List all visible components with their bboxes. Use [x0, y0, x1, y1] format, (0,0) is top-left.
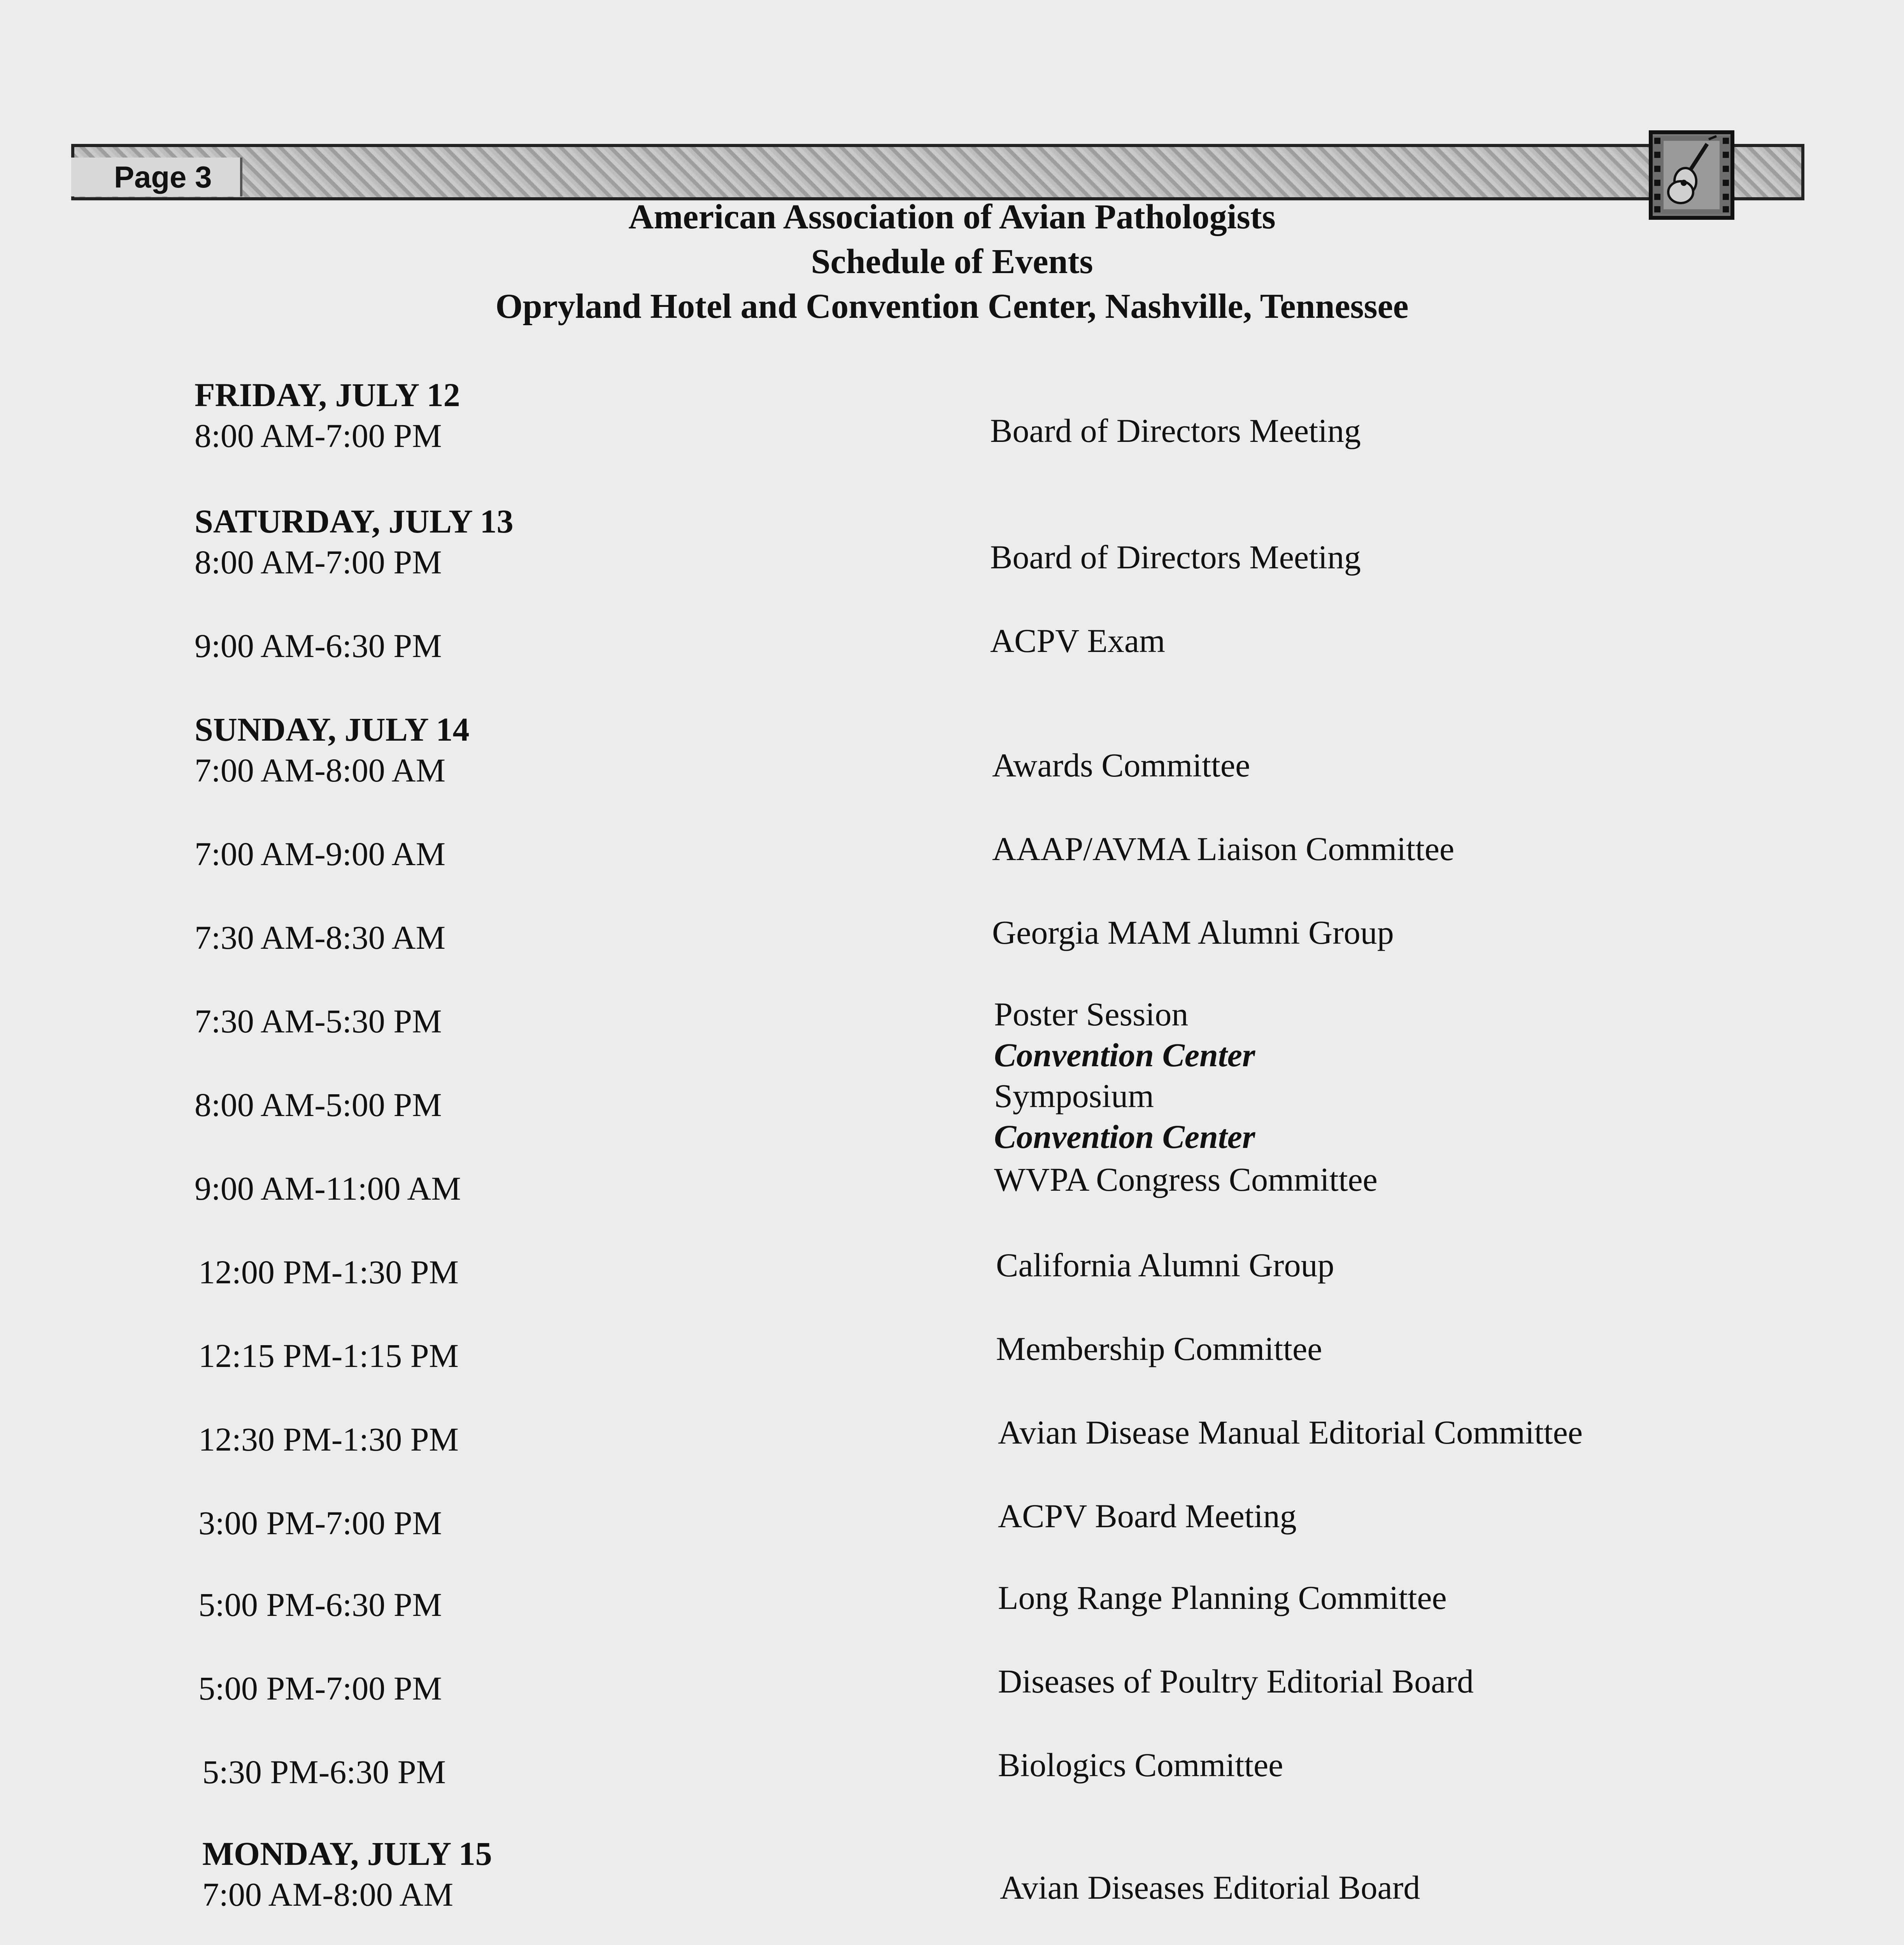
- entry-time: 5:00 PM-6:30 PM: [198, 1586, 442, 1623]
- entry-time: 3:00 PM-7:00 PM: [198, 1504, 442, 1542]
- entry-time: 12:15 PM-1:15 PM: [198, 1337, 459, 1374]
- entry-time: 8:00 AM-7:00 PM: [195, 543, 442, 581]
- entry-event: Membership Committee: [996, 1330, 1322, 1367]
- entry-event: Awards Committee: [992, 746, 1250, 784]
- entry-time: 7:30 AM-5:30 PM: [195, 1002, 442, 1040]
- entry-time: 7:00 AM-9:00 AM: [195, 835, 446, 873]
- entry-event: Long Range Planning Committee: [998, 1579, 1447, 1616]
- entry-event: AAAP/AVMA Liaison Committee: [992, 830, 1455, 867]
- entry-event: ACPV Board Meeting: [998, 1497, 1297, 1535]
- day-heading: SATURDAY, JULY 13: [195, 503, 514, 540]
- entry-event: Avian Diseases Editorial Board: [1000, 1869, 1420, 1906]
- org-title: American Association of Avian Pathologists: [628, 198, 1276, 236]
- day-heading: SUNDAY, JULY 14: [195, 711, 470, 748]
- entry-event: Poster Session Convention Center: [994, 994, 1255, 1076]
- entry-time: 12:30 PM-1:30 PM: [198, 1421, 459, 1458]
- entry-event: Diseases of Poultry Editorial Board: [998, 1663, 1474, 1700]
- page-number-label: Page 3: [71, 158, 242, 196]
- entry-event: Avian Disease Manual Editorial Committee: [998, 1414, 1583, 1451]
- entry-time: 12:00 PM-1:30 PM: [198, 1253, 459, 1291]
- entry-event: Symposium Convention Center: [994, 1076, 1255, 1157]
- top-banner-bar: [71, 144, 1804, 200]
- day-heading: MONDAY, JULY 15: [202, 1835, 492, 1872]
- entry-time: 7:00 AM-8:00 AM: [195, 752, 446, 789]
- entry-time: 5:30 PM-6:30 PM: [202, 1753, 446, 1791]
- entry-time: 7:00 AM-8:00 AM: [202, 1876, 454, 1913]
- entry-event: Biologics Committee: [998, 1746, 1283, 1784]
- schedule-title: Schedule of Events: [811, 242, 1093, 281]
- entry-event: ACPV Exam: [990, 622, 1165, 659]
- entry-event: Board of Directors Meeting: [990, 412, 1361, 449]
- entry-event: Board of Directors Meeting: [990, 538, 1361, 576]
- entry-time: 8:00 AM-5:00 PM: [195, 1086, 442, 1123]
- venue-title: Opryland Hotel and Convention Center, Nashville, Tennessee: [495, 287, 1409, 326]
- entry-time: 8:00 AM-7:00 PM: [195, 417, 442, 454]
- entry-event: WVPA Congress Committee: [994, 1161, 1378, 1198]
- entry-location: Convention Center: [994, 1118, 1255, 1155]
- entry-event: Georgia MAM Alumni Group: [992, 914, 1394, 951]
- entry-time: 7:30 AM-8:30 AM: [195, 919, 446, 956]
- entry-event: California Alumni Group: [996, 1246, 1334, 1284]
- day-heading: FRIDAY, JULY 12: [195, 376, 460, 414]
- entry-time: 9:00 AM-11:00 AM: [195, 1170, 461, 1207]
- entry-time: 9:00 AM-6:30 PM: [195, 627, 442, 664]
- entry-time: 5:00 PM-7:00 PM: [198, 1670, 442, 1707]
- entry-location: Convention Center: [994, 1036, 1255, 1074]
